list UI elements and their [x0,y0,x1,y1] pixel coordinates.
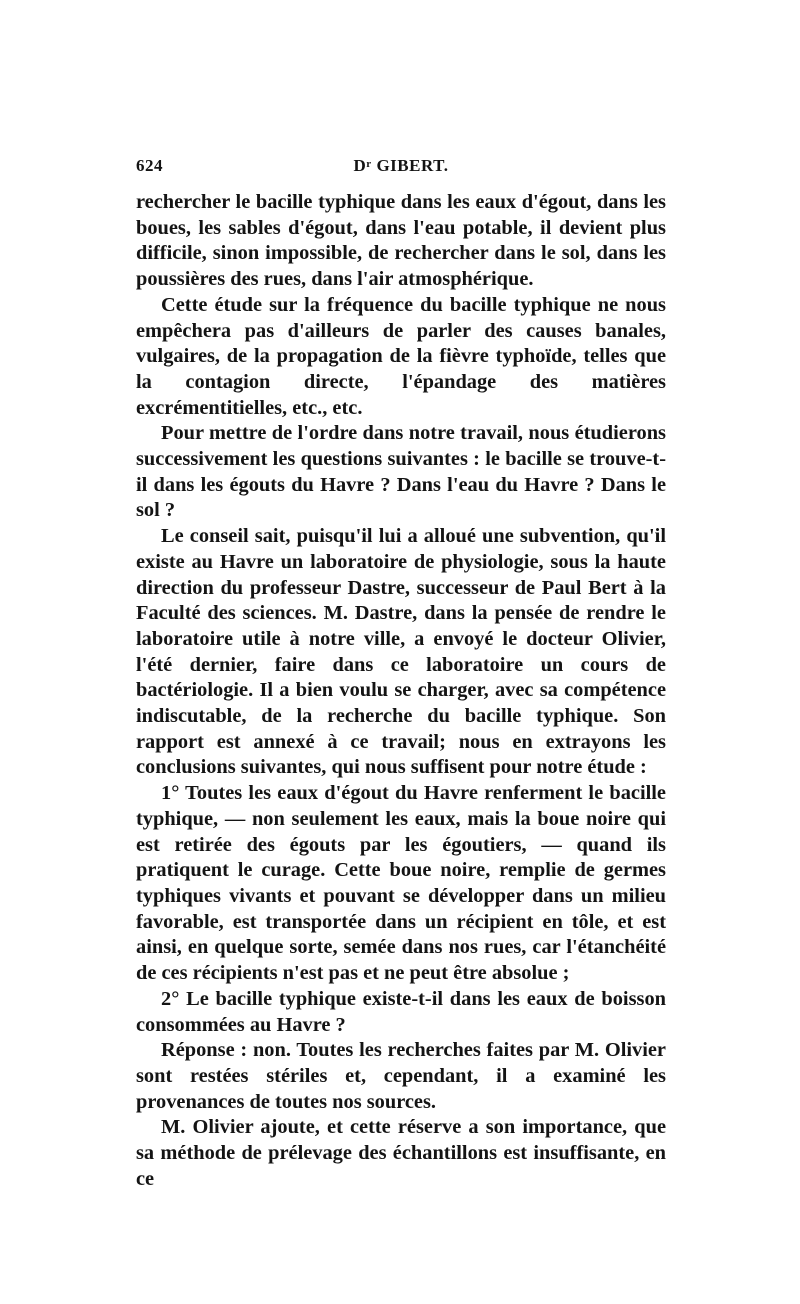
paragraph: Pour mettre de l'ordre dans notre travail, nous étudierons successivement les questions suivantes : le bacille se trouve-t-il dans les égouts du Havre ? Dans l'eau du Havre ? Dans le sol ? [136,422,666,522]
running-head [136,156,666,176]
paragraph: Le conseil sait, puisqu'il lui a alloué une subvention, qu'il existe au Havre un laboratoire de physiologie, sous la haute direction du professeur Dastre, successeur de Paul Bert à la Faculté des sciences. M. Dastre, dans la pensée de rendre le laboratoire utile à notre ville, a envoyé le docteur Olivier, l'été dernier, faire dans ce laboratoire un cours de bactériologie. Il a bien voulu se charger, avec sa compétence indiscutable, de la recherche du bacille typhique. Son rapport est annexé à ce travail; nous en extrayons les conclusions suivantes, qui nous suffisent pour notre étude : [136,525,666,779]
author-name: GIBERT. [371,156,449,175]
paragraph-continued: rechercher le bacille typhique dans les eaux d'égout, dans les boues, les sables d'égout, dans l'eau potable, il devient plus difficile, sinon impossible, de rechercher dans le sol, dans les poussières des rues, dans l'air atmosphérique. [136,191,666,291]
page-header [136,156,666,180]
paragraph-finding-1: 1° Toutes les eaux d'égout du Havre renferment le bacille typhique, — non seulement les eaux, mais la boue noire qui est retirée des égouts par les égoutiers, — quand ils pratiquent le curage. Cette boue noire, remplie de germes typhiques vivants et pouvant se développer dans un milieu favorable, est transportée dans un récipient en tôle, et est ainsi, en quelque sorte, semée dans nos rues, car l'étanchéité de ces récipients n'est pas et ne peut être absolue ; [136,782,666,985]
author-prefix-sup: r [366,158,372,170]
paragraph-answer: Réponse : non. Toutes les recherches faites par M. Olivier sont restées stériles et, cependant, il a examiné les provenances de toutes nos sources. [136,1039,666,1113]
body-text [136,190,666,1192]
page-number: 624 [136,156,163,175]
author-prefix: D [353,156,367,175]
paragraph: Cette étude sur la fréquence du bacille typhique ne nous empêchera pas d'ailleurs de parler des causes banales, vulgaires, de la propagation de la fièvre typhoïde, telles que la contagion directe, l'épandage des matières excrémentitielles, etc., etc. [136,293,666,419]
paragraph: M. Olivier ajoute, et cette réserve a son importance, que sa méthode de prélevage des échantillons est insuffisante, en ce [136,1116,666,1190]
paragraph-finding-2: 2° Le bacille typhique existe-t-il dans les eaux de boisson consommées au Havre ? [136,987,666,1036]
